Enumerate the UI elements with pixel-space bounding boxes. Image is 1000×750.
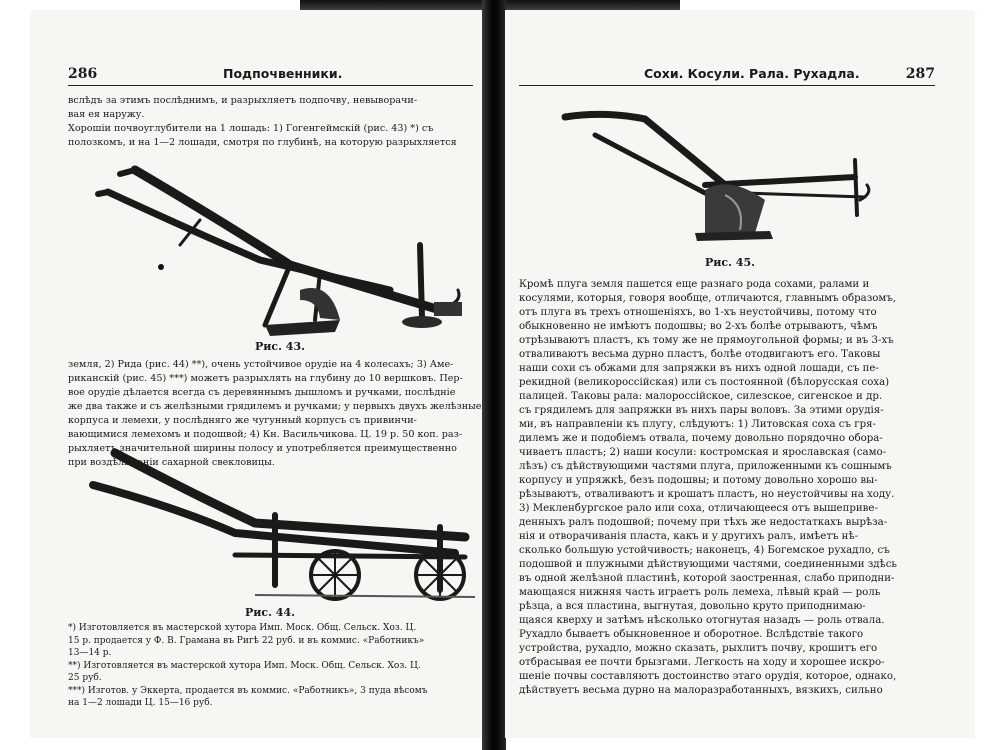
figure-44-plow-image	[85, 445, 485, 605]
text-line: отрѣзываютъ пластъ, къ тому же не прямоугольной формы; и въ 3-хъ	[519, 335, 894, 346]
left-page	[30, 10, 485, 738]
text-line: 13—14 р.	[68, 648, 112, 658]
text-line: палицей. Таковы рала: малороссійское, силезское, сигенское и др.	[519, 391, 883, 402]
left-running-title: Подпочвенники.	[223, 66, 343, 81]
text-line: корпусу и упряжкѣ, безъ подошвы; и потому довольно хорошо вы-	[519, 475, 878, 486]
text-line: при воздѣлываніи сахарной свекловицы.	[68, 457, 275, 468]
text-line: отваливаютъ весьма дурно пластъ, болѣе отодвигаютъ его. Таковы	[519, 349, 881, 360]
text-line: на 1—2 лошади Ц. 15—16 руб.	[68, 698, 213, 708]
text-line: дѣйствуетъ весьма дурно на малоразработанныхъ, вязкихъ, сильно	[519, 685, 883, 696]
text-line: щаяся кверху и затѣмъ нѣсколько отогнутая назадъ — роль отвала.	[519, 615, 885, 626]
text-line: лѣзъ) съ дѣйствующими частями плуга, приложенными къ сошнымъ	[519, 461, 892, 472]
text-line: косулями, которыя, говоря вообще, отличаются, главнымъ образомъ,	[519, 293, 897, 304]
book-gutter	[482, 0, 506, 750]
figure-44-caption: Рис. 44.	[245, 606, 295, 619]
text-line: полозкомъ, и на 1—2 лошади, смотря по глубинѣ, на которую разрыхляется	[68, 137, 457, 148]
text-line: нія и отворачиванія пласта, какъ и у другихъ ралъ, имѣетъ нѣ-	[519, 531, 859, 542]
text-line: риканскій (рис. 45) ***) можетъ разрыхлять на глубину до 10 вершковъ. Пер-	[68, 373, 463, 384]
left-running-head	[68, 62, 473, 86]
right-body-text	[519, 278, 897, 698]
text-line: чиваетъ пластъ; 2) наши косули: костромская и ярославская (само-	[519, 447, 887, 458]
right-page-number: 287	[905, 66, 935, 82]
text-line: 25 руб.	[68, 673, 102, 683]
text-line: устройства, рухадло, можно сказать, рыхлитъ почву, крошитъ его	[519, 643, 878, 654]
text-line: вающимися лемехомъ и подошвой; 4) Кн. Васильчикова. Ц. 19 р. 50 коп. раз-	[68, 429, 463, 440]
text-line: ***) Изготов. у Эккерта, продается въ коммис. «Работникъ», 3 пуда вѣсомъ	[68, 685, 428, 696]
text-line: ми, въ направленіи къ плугу, слѣдуютъ: 1) Литовская соха съ гря-	[519, 419, 876, 430]
text-line: отбрасывая ее почти брызгами. Легкость на ходу и хорошее искро-	[519, 657, 885, 668]
text-line: съ грядилемъ для запряжки въ нихъ пары воловъ. За этими орудія-	[519, 405, 884, 416]
text-line: 15 р. продается у Ф. В. Грамана въ Ригѣ 22 руб. и въ коммис. «Работникъ»	[68, 635, 425, 646]
right-running-title: Сохи. Косули. Рала. Рухадла.	[644, 66, 860, 81]
text-line: сколько большую устойчивость; наконецъ, 4) Богемское рухадло, съ	[519, 545, 890, 556]
figure-43-plow-image	[90, 160, 470, 340]
right-running-head	[519, 62, 935, 86]
text-line: рыхляетъ значительной ширины полосу и употребляется преимущественно	[68, 443, 457, 454]
text-line: корпуса и лемехи, у послѣдняго же чугунный корпусъ съ привинчи-	[68, 415, 417, 426]
text-line: 3) Мекленбургское рало или соха, отличающееся отъ вышеприве-	[519, 503, 878, 514]
text-line: отъ плуга въ трехъ отношеніяхъ, во 1-хъ неустойчивы, потому что	[519, 307, 877, 318]
text-line: подошвой и плужными дѣйствующими частями, соединенными здѣсь	[519, 559, 897, 570]
text-line: шеніе почвы составляютъ достоинство этаго орудія, которое, однако,	[519, 671, 897, 682]
text-line: Хорошіи почвоуглубители на 1 лошадь: 1) Гогенгеймскій (рис. 43) *) съ	[68, 123, 434, 134]
figure-45-plow-image	[555, 105, 895, 255]
text-line: рекидной (великороссійская) или съ постоянной (бѣлорусская соха)	[519, 377, 890, 388]
text-line: **) Изготовляется въ мастерской хутора Имп. Моск. Общ. Сельск. Хоз. Ц.	[68, 660, 421, 671]
left-text-top	[68, 94, 457, 150]
right-head-rule	[519, 85, 935, 86]
right-page	[505, 10, 975, 738]
text-line: рѣзываютъ, отваливаютъ и крошатъ пластъ, но неустойчивы на ходу.	[519, 489, 895, 500]
left-page-number: 286	[68, 66, 98, 82]
text-line: обыкновенно не имѣютъ подошвы; во 2-хъ болѣе отрываютъ, чѣмъ	[519, 321, 878, 332]
text-line: вое орудіе дѣлается всегда съ деревяннымъ дышломъ и ручками, послѣдніе	[68, 387, 456, 398]
text-line: въ одной желѣзной пластинѣ, которой заостренная, слабо приподни-	[519, 573, 895, 584]
left-head-rule	[68, 85, 473, 86]
text-line: наши сохи съ обжами для запряжки въ нихъ одной лошади, съ пе-	[519, 363, 879, 374]
text-line: Рухадло бываетъ обыкновенное и оборотное. Вслѣдствіе такого	[519, 629, 864, 640]
text-line: денныхъ ралъ подошвой; почему при тѣхъ же недостаткахъ вырѣза-	[519, 517, 888, 528]
left-footnotes	[68, 622, 427, 710]
text-line: вслѣдъ за этимъ послѣднимъ, и разрыхляетъ подпочву, невыворачи-	[68, 95, 418, 106]
text-line: мающаяся нижняя часть играетъ роль лемеха, лѣвый край — роль	[519, 587, 881, 598]
text-line: же два также и съ желѣзными грядилемъ и ручками; у первыхъ двухъ желѣзные	[68, 401, 482, 412]
text-line: дилемъ же и подобіемъ отвала, почему довольно порядочно обора-	[519, 433, 883, 444]
text-line: *) Изготовляется въ мастерской хутора Имп. Моск. Общ. Сельск. Хоз. Ц.	[68, 623, 417, 633]
text-line: вая ея наружу.	[68, 109, 145, 120]
figure-45-caption: Рис. 45.	[705, 256, 755, 269]
ink-spot	[158, 264, 164, 270]
figure-43-caption: Рис. 43.	[255, 340, 305, 353]
text-line: рѣзца, а вся пластина, выгнутая, довольно круто приподнимаю-	[519, 601, 866, 612]
text-line: земля, 2) Рида (рис. 44) **), очень устойчивое орудіе на 4 колесахъ; 3) Аме-	[68, 359, 454, 370]
text-line: Кромѣ плуга земля пашется еще разнаго рода сохами, ралами и	[519, 279, 870, 290]
